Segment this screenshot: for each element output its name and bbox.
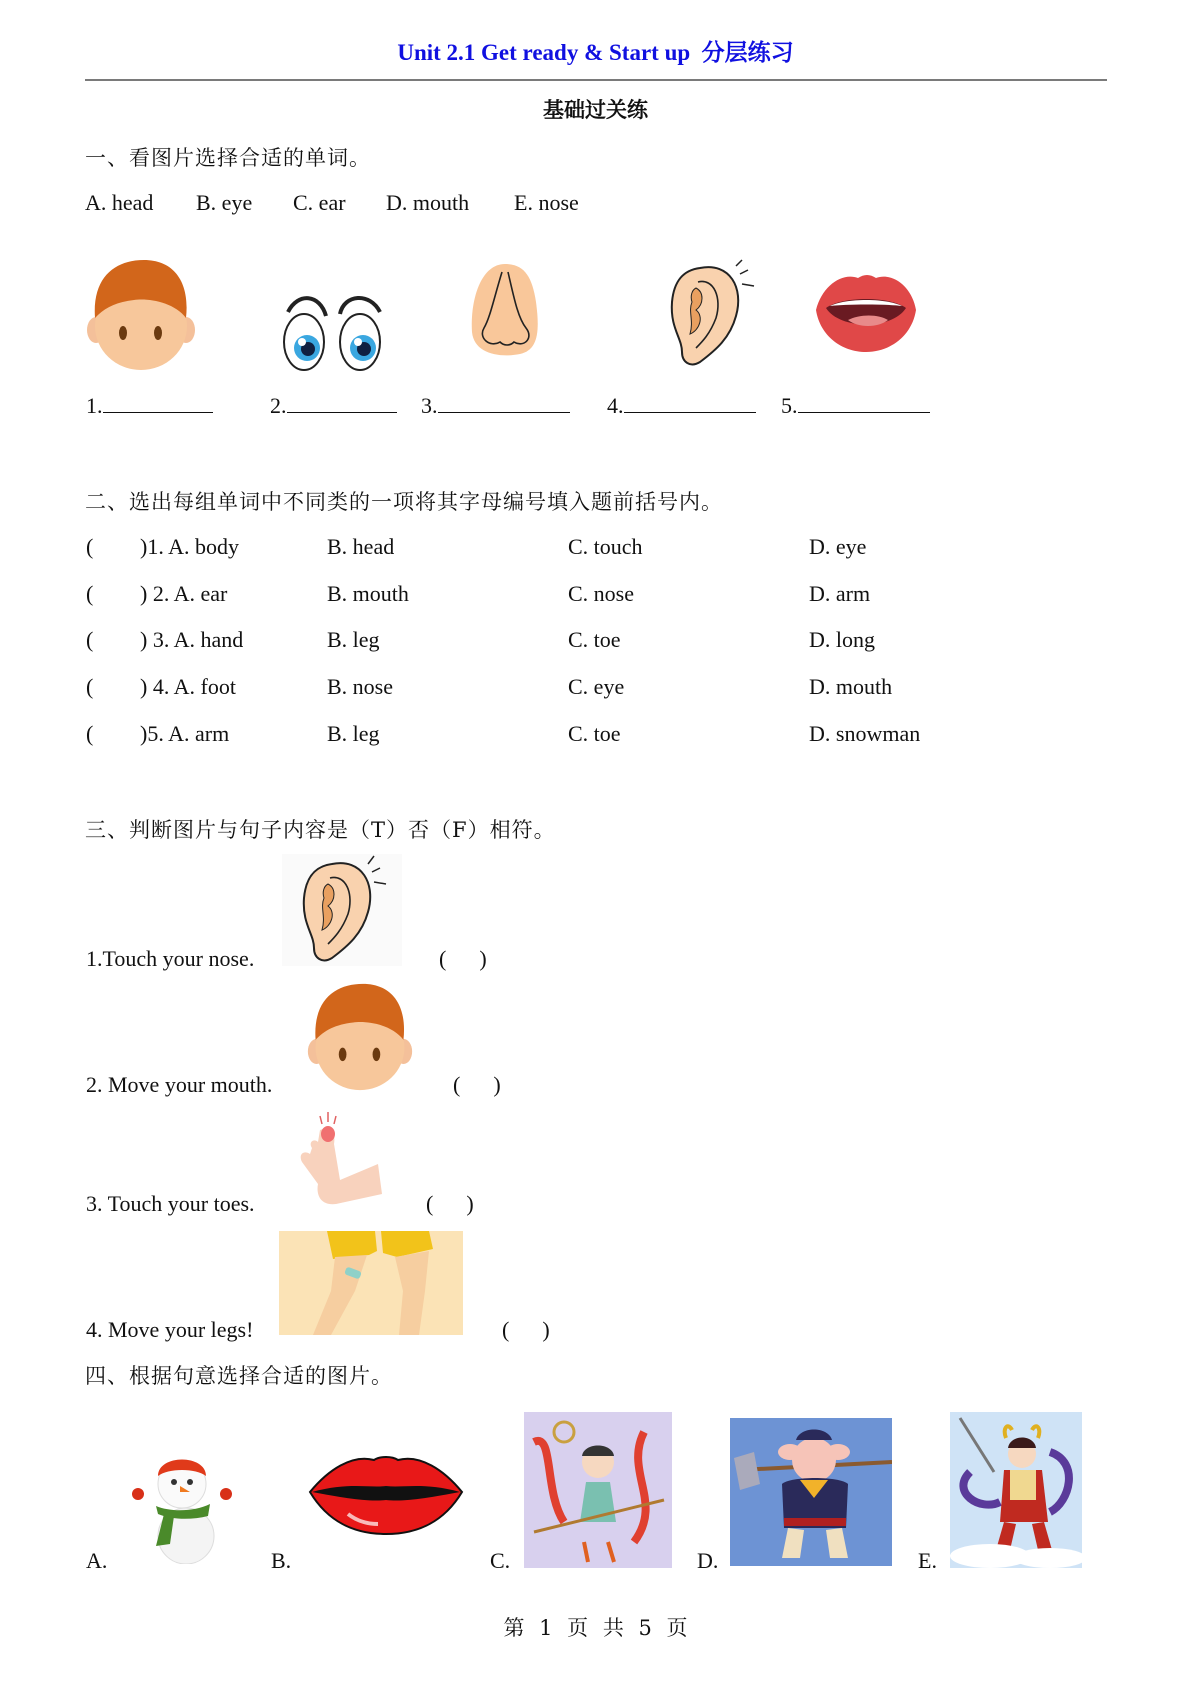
option-b: B. head xyxy=(327,534,395,559)
judge-answer-2[interactable]: ( ) xyxy=(453,1072,501,1097)
question-number-option-a: ) 3. A. hand xyxy=(140,627,244,652)
document-title: Unit 2.1 Get ready & Start up 分层练习 xyxy=(397,40,794,65)
question-number-option-a: )1. A. body xyxy=(140,534,239,559)
option-b: B. eye xyxy=(196,190,253,215)
answer-paren[interactable]: ( xyxy=(86,674,94,699)
section-group-title: 基础过关练 xyxy=(543,98,648,122)
blank-number: 5. xyxy=(781,393,798,418)
answer-blank-3[interactable] xyxy=(421,392,570,419)
ear-icon xyxy=(282,854,402,966)
option-a: A. head xyxy=(85,190,154,215)
choice-label-a: A. xyxy=(86,1548,108,1573)
blank-line[interactable] xyxy=(287,392,397,413)
section4-heading: 四、根据句意选择合适的图片。 xyxy=(85,1364,393,1388)
question-number-option-a: ) 4. A. foot xyxy=(140,674,236,699)
page-number: 第 1 页 共 5 页 xyxy=(503,1616,688,1640)
answer-paren[interactable]: ( xyxy=(86,721,94,746)
blank-number: 1. xyxy=(86,393,103,418)
answer-paren[interactable]: ( xyxy=(86,581,94,606)
option-b: B. leg xyxy=(327,721,380,746)
blank-number: 2. xyxy=(270,393,287,418)
option-d: D. snowman xyxy=(809,721,921,746)
answer-blank-4[interactable] xyxy=(607,392,756,419)
section3-heading: 三、判断图片与句子内容是（T）否（F）相符。 xyxy=(85,818,556,842)
option-d: D. mouth xyxy=(809,674,893,699)
choice-label-d: D. xyxy=(697,1548,719,1573)
section2-heading: 二、选出每组单词中不同类的一项将其字母编号填入题前括号内。 xyxy=(85,490,723,514)
choice-label-e: E. xyxy=(918,1548,937,1573)
question-number-option-a: )5. A. arm xyxy=(140,721,230,746)
judge-answer-1[interactable]: ( ) xyxy=(439,946,487,971)
foot-toes-icon xyxy=(296,1110,386,1206)
option-e: E. nose xyxy=(514,190,579,215)
option-c: C. touch xyxy=(568,534,643,559)
option-b: B. nose xyxy=(327,674,393,699)
judge-sentence-4: 4. Move your legs! xyxy=(86,1317,254,1342)
choice-label-c: C. xyxy=(490,1548,511,1573)
blank-line[interactable] xyxy=(438,392,570,413)
question-number-option-a: ) 2. A. ear xyxy=(140,581,228,606)
blank-line[interactable] xyxy=(103,392,213,413)
nezha-icon[interactable] xyxy=(524,1412,672,1568)
blank-number: 3. xyxy=(421,393,438,418)
lips-icon[interactable] xyxy=(308,1452,464,1536)
boy-head-icon xyxy=(306,980,414,1092)
option-b: B. mouth xyxy=(327,581,409,606)
answer-blank-5[interactable] xyxy=(781,392,930,419)
answer-blank-1[interactable] xyxy=(86,392,213,419)
judge-answer-3[interactable]: ( ) xyxy=(426,1191,474,1216)
blank-number: 4. xyxy=(607,393,624,418)
legs-icon xyxy=(279,1231,463,1335)
pigsy-icon[interactable] xyxy=(730,1418,892,1566)
blank-line[interactable] xyxy=(798,392,930,413)
blank-line[interactable] xyxy=(624,392,756,413)
boy-head-icon xyxy=(86,256,196,372)
erlang-shen-icon[interactable] xyxy=(950,1412,1082,1568)
judge-sentence-1: 1.Touch your nose. xyxy=(86,946,255,971)
snowman-icon[interactable] xyxy=(130,1446,234,1564)
section1-heading: 一、看图片选择合适的单词。 xyxy=(85,146,371,170)
nose-icon xyxy=(470,262,540,358)
option-b: B. leg xyxy=(327,627,380,652)
open-mouth-icon xyxy=(812,266,920,354)
judge-sentence-2: 2. Move your mouth. xyxy=(86,1072,273,1097)
answer-blank-2[interactable] xyxy=(270,392,397,419)
option-c: C. toe xyxy=(568,721,621,746)
choice-label-b: B. xyxy=(271,1548,292,1573)
option-c: C. ear xyxy=(293,190,346,215)
eyes-icon xyxy=(280,292,388,374)
judge-answer-4[interactable]: ( ) xyxy=(502,1317,550,1342)
answer-paren[interactable]: ( xyxy=(86,534,94,559)
option-d: D. arm xyxy=(809,581,871,606)
option-c: C. nose xyxy=(568,581,634,606)
ear-icon xyxy=(660,258,760,370)
option-d: D. mouth xyxy=(386,190,470,215)
option-c: C. toe xyxy=(568,627,621,652)
option-d: D. long xyxy=(809,627,875,652)
answer-paren[interactable]: ( xyxy=(86,627,94,652)
option-d: D. eye xyxy=(809,534,867,559)
option-c: C. eye xyxy=(568,674,625,699)
judge-sentence-3: 3. Touch your toes. xyxy=(86,1191,255,1216)
header-divider xyxy=(85,79,1107,81)
